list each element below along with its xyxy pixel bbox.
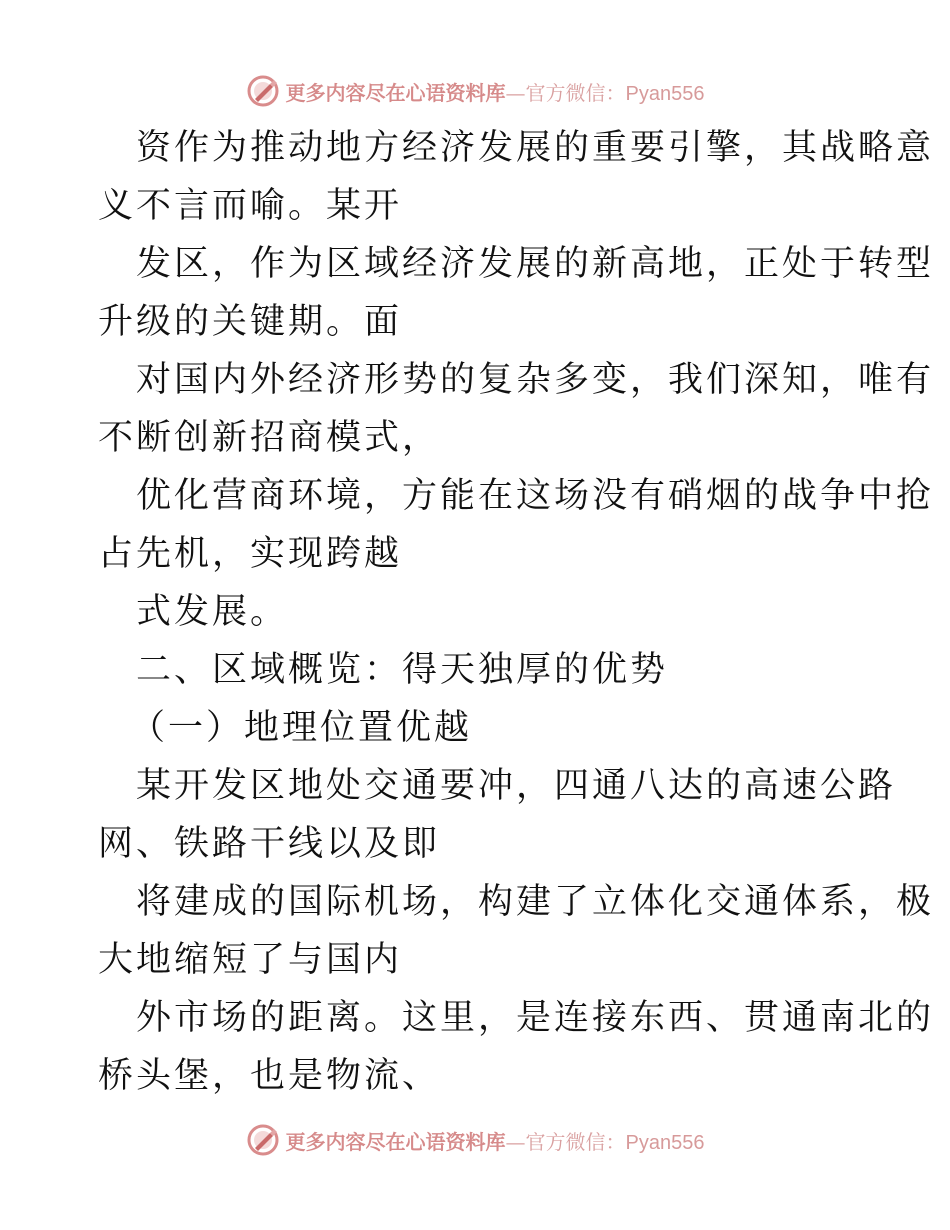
text-line: 不断创新招商模式， [98,418,441,458]
text-line: 资作为推动地方经济发展的重要引擎，其战略意 [136,128,935,168]
text-line: 升级的关键期。面 [98,302,403,342]
text-line: 大地缩短了与国内 [98,940,403,980]
pen-seal-logo-icon [246,74,280,108]
pen-seal-logo-icon [246,1123,280,1157]
text-line: 将建成的国际机场，构建了立体化交通体系，极 [136,882,935,922]
section-heading: 二、区域概览：得天独厚的优势 [136,650,669,690]
text-line: 义不言而喻。某开 [98,186,403,226]
text-line: 网、铁路干线以及即 [98,824,441,864]
text-line: 对国内外经济形势的复杂多变，我们深知，唯有 [136,360,935,400]
text-line: 优化营商环境，方能在这场没有硝烟的战争中抢 [136,476,935,516]
watermark-text: 更多内容尽在心语资料库—官方微信：Pyan556 [285,1129,705,1154]
text-line: 某开发区地处交通要冲，四通八达的高速公路 [136,766,897,806]
watermark-header [0,71,950,111]
text-line: 式发展。 [136,592,289,632]
text-line: 发区，作为区域经济发展的新高地，正处于转型 [136,244,935,284]
watermark-footer [0,1120,950,1160]
text-line: 外市场的距离。这里，是连接东西、贯通南北的 [136,998,935,1038]
text-line: 占先机，实现跨越 [98,534,403,574]
text-line: 桥头堡，也是物流、 [98,1056,441,1096]
subsection-heading: （一）地理位置优越 [130,708,473,748]
watermark-text: 更多内容尽在心语资料库—官方微信：Pyan556 [285,80,705,105]
